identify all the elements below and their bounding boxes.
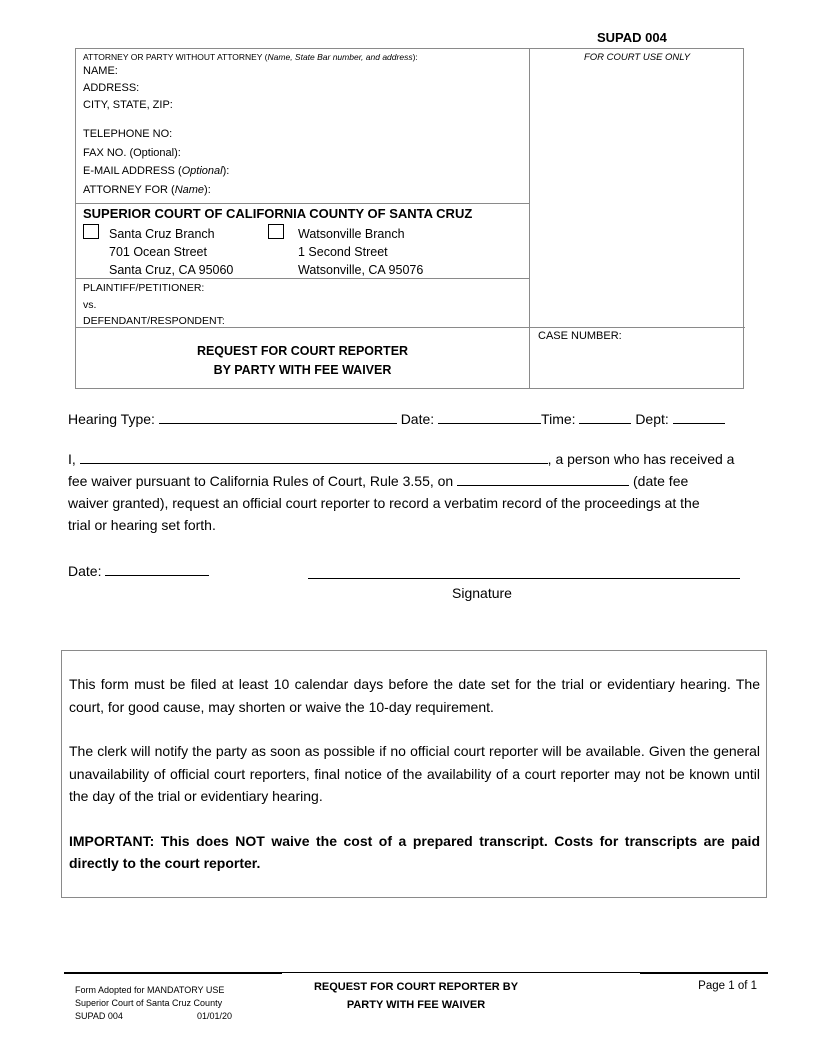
hearing-date-field[interactable] [438,409,541,424]
footer-form-no: SUPAD 004 [75,1011,123,1021]
santa-cruz-branch [109,225,233,279]
attorney-name-label: NAME: [83,65,118,77]
defendant-label: DEFENDANT/RESPONDENT: [83,315,225,327]
form-title [76,342,529,380]
hearing-type-field[interactable] [159,409,397,424]
hearing-dept-field[interactable] [673,409,725,424]
caption-box [75,48,744,389]
branch2-city: Watsonville, CA 95076 [298,263,424,277]
watsonville-checkbox[interactable] [268,224,284,239]
notice-box [61,650,767,898]
email-label: E-MAIL ADDRESS (Optional): [83,165,230,177]
hearing-line [68,408,725,430]
form-id: SUPAD 004 [597,30,667,45]
statement [68,448,758,536]
footer-rule-left [64,972,282,974]
form-title-line1: REQUEST FOR COURT REPORTER [196,344,409,358]
attorney-contact [83,125,229,199]
court-title: SUPERIOR COURT OF CALIFORNIA COUNTY OF SANTA CRUZ [83,206,473,221]
footer-rule-right [640,972,768,974]
signature-label: Signature [452,585,512,601]
hearing-time-label: Time: [541,411,576,427]
hearing-date-label: Date: [400,411,435,427]
attorney-for-label: ATTORNEY FOR (Name): [83,183,211,196]
footer-title-line1: REQUEST FOR COURT REPORTER BY [313,981,519,993]
plaintiff-label: PLAINTIFF/PETITIONER: [83,282,205,294]
footer-left [75,984,251,1023]
notice-filing-deadline: This form must be filed at least 10 calendar days before the date set for the trial or evidentiary hearing. The court, for good cause, may shorten or waive the 10-day requirement. [69,676,760,715]
case-number-label: CASE NUMBER: [538,330,622,342]
declarant-name-field[interactable] [80,449,548,464]
hearing-type-label: Hearing Type: [68,411,155,427]
caption-divider [529,49,530,388]
signature-field[interactable] [308,578,740,579]
hearing-time-field[interactable] [579,409,631,424]
footer-adopted: Form Adopted for MANDATORY USE [75,985,225,995]
signature-date [68,560,209,582]
attorney-city-label: CITY, STATE, ZIP: [83,99,173,111]
page-number: Page 1 of 1 [698,980,757,992]
santa-cruz-checkbox[interactable] [83,224,99,239]
statement-line2: fee waiver pursuant to California Rules of Court, Rule 3.55, on (date fee [68,473,689,489]
notice-important: IMPORTANT: This does NOT waive the cost of a prepared transcript. Costs for transcripts are paid directly to the court reporter. [69,832,760,871]
footer-title [296,978,536,1014]
fee-waiver-date-field[interactable] [457,471,629,486]
footer-court: Superior Court of Santa Cruz County [75,998,223,1008]
signature-date-label: Date: [68,563,102,579]
footer-rule-middle [282,972,640,973]
notice-clerk: The clerk will notify the party as soon as possible if no official court reporter will be available. Given the general unavailability of official court reporters, final notice of the availability of a court reporter may not be known until the day of the trial or evidentiary hearing. [69,743,760,804]
footer-date: 01/01/20 [197,1011,233,1021]
statement-line4: trial or hearing set forth. [68,517,216,533]
footer-title-line2: PARTY WITH FEE WAIVER [346,999,486,1011]
signature-date-field[interactable] [105,561,209,576]
watsonville-branch [298,225,423,279]
branch1-street: 701 Ocean Street [109,245,207,259]
statement-line3: waiver granted), request an official court reporter to record a verbatim record of the proceedings at the [68,495,700,511]
branch2-name: Watsonville Branch [298,227,405,241]
branch2-street: 1 Second Street [298,245,388,259]
footer-form-row [75,1010,251,1023]
branch1-city: Santa Cruz, CA 95060 [109,263,234,277]
branch1-name: Santa Cruz Branch [109,227,215,241]
court-use-only: FOR COURT USE ONLY [583,52,691,63]
attorney-heading: ATTORNEY OR PARTY WITHOUT ATTORNEY (Name, State Bar number, and address): [83,52,418,62]
form-title-line2: BY PARTY WITH FEE WAIVER [213,363,392,377]
fax-label: FAX NO. (Optional): [83,146,181,159]
statement-line1: I, , a person who has received a [68,451,735,467]
telephone-label: TELEPHONE NO: [83,128,173,140]
vs-label: vs. [83,298,97,311]
attorney-divider [76,203,529,204]
attorney-lines [83,63,173,114]
hearing-dept-label: Dept: [635,411,669,427]
parties [83,280,225,330]
attorney-address-label: ADDRESS: [83,82,140,94]
